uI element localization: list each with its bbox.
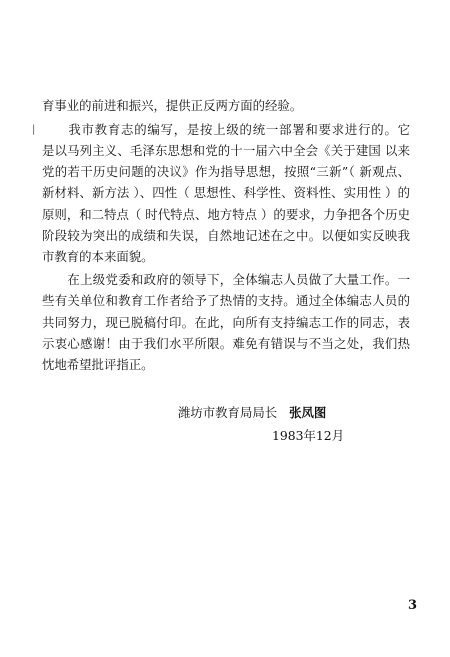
text-line: 我市教育志的编写，是按上级的统一部署和要求进行的。它 [42,122,410,137]
text-line: 市教育的本来面貌。 [42,249,154,264]
text-line: 阶段较为突出的成绩和失误，自然地记述在之中。以便如实反映我 [42,228,410,243]
text-line: 在上级党委和政府的领导下，全体编志人员做了大量工作。一 [42,272,410,287]
text-line: 忱地希望批评指正。 [42,357,154,372]
scan-mark: | [32,124,36,135]
text-line: 新材料、新方法 ）、四性（ 思想性、科学性、资料性、实用性 ）的 [42,185,410,200]
text-line: 示衷心感谢！由于我们水平所限。难免有错误与不当之处，我们热 [42,336,410,351]
text-line: 些有关单位和教育工作者给予了热情的支持。通过全体编志人员的 [42,293,410,308]
text-line: 原则，和二特点（ 时代特点、地方特点 ）的要求，力争把各个历史 [42,207,410,222]
text-line: 共同努力，现已脱稿付印。在此，向所有支持编志工作的同志，表 [42,315,410,330]
page-number: 3 [408,598,418,613]
signature-date: 1983年12月 [272,428,345,443]
text-line: 是以马列主义、毛泽东思想和党的十一届六中全会《关于建国 以来 [42,143,410,158]
signature-title: 潍坊市教育局局长 [178,405,278,420]
signature-name: 张凤图 [289,405,327,420]
signature-line [178,403,368,421]
text-line: 育事业的前进和振兴，提供正反两方面的经验。 [42,98,303,113]
text-line: 党的若干历史问题的决议》作为指导思想，按照“三新”（ 新观点、 [42,164,410,179]
